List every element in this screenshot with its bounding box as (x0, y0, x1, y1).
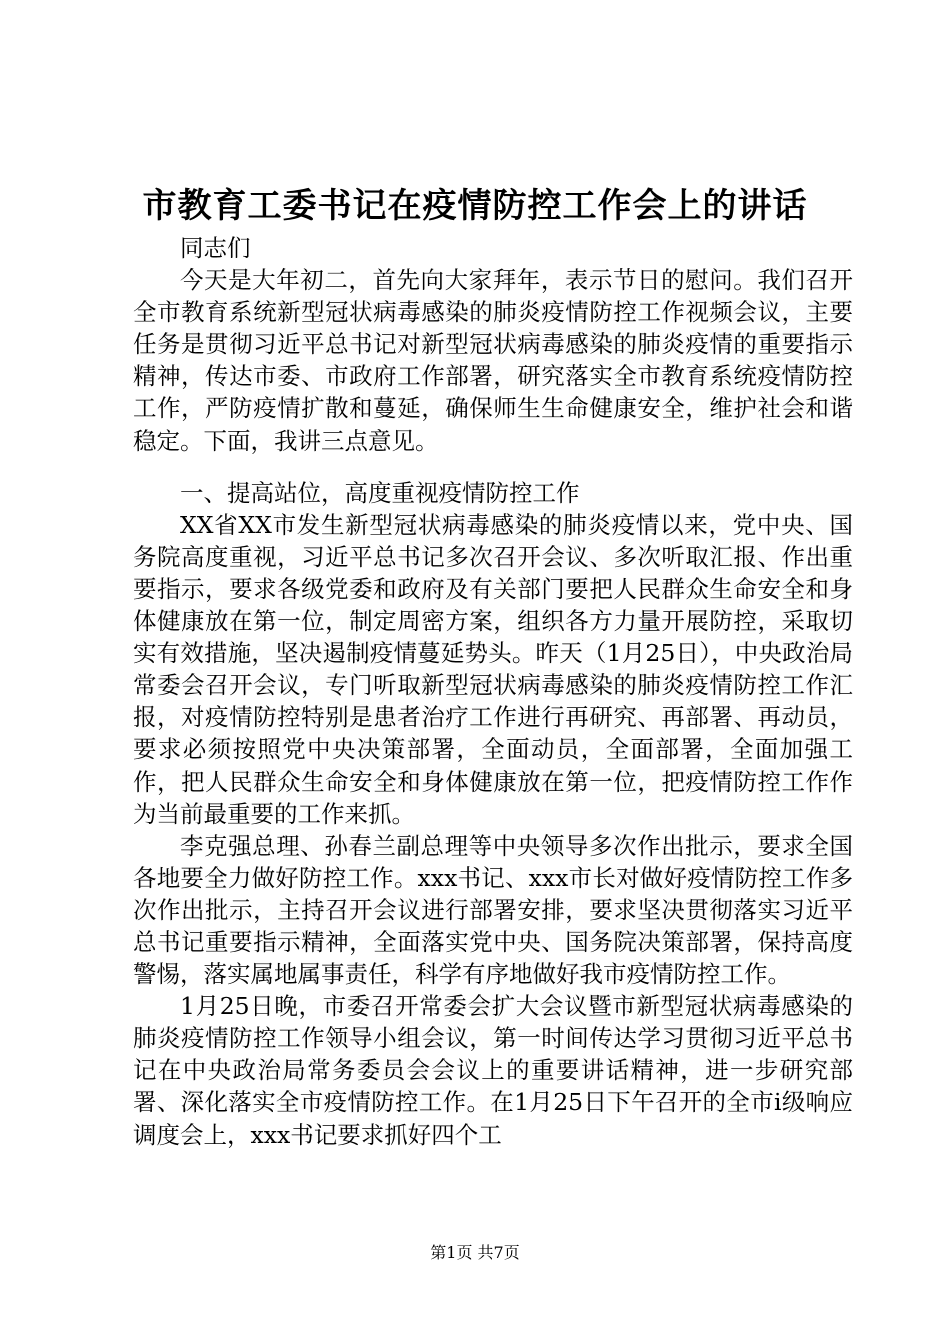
salutation: 同志们 (180, 234, 251, 262)
body-paragraph-1: XX省XX市发生新型冠状病毒感染的肺炎疫情以来，党中央、国务院高度重视，习近平总书记多次召开会议、多次听取汇报、作出重要指示，要求各级党委和政府及有关部门要把人民群众生命安全和身体健康放在第一位，制定周密方案，组织各方力量开展防控，采取切实有效措施，坚决遏制疫情蔓延势头。昨天（1月25日），中央政治局常委会召开会议，专门听取新型冠状病毒感染的肺炎疫情防控工作汇报，对疫情防控特别是患者治疗工作进行再研究、再部署、再动员，要求必须按照党中央决策部署，全面动员，全面部署，全面加强工作，把人民群众生命安全和身体健康放在第一位，把疫情防控工作作为当前最重要的工作来抓。 (133, 510, 853, 828)
body-paragraph-3: 1月25日晚，市委召开常委会扩大会议暨市新型冠状病毒感染的肺炎疫情防控工作领导小组会议，第一时间传达学习贯彻习近平总书记在中央政治局常务委员会会议上的重要讲话精神，进一步研究部署、深化落实全市疫情防控工作。在1月25日下午召开的全市ⅰ级响应调度会上，xxx书记要求抓好四个工 (133, 992, 853, 1149)
document-title: 市教育工委书记在疫情防控工作会上的讲话 (142, 186, 808, 226)
body-paragraph-2: 李克强总理、孙春兰副总理等中央领导多次作出批示，要求全国各地要全力做好防控工作。xxx书记、xxx市长对做好疫情防控工作多次作出批示，主持召开会议进行部署安排，要求坚决贯彻落实习近平总书记重要指示精神，全面落实党中央、国务院决策部署，保持高度警惕，落实属地属事责任，科学有序地做好我市疫情防控工作。 (133, 831, 853, 989)
section-heading-1: 一、提高站位，高度重视疫情防控工作 (180, 478, 580, 507)
page-number-footer: 第1页 共7页 (430, 1243, 520, 1262)
document-body (133, 232, 853, 1151)
intro-paragraph: 今天是大年初二，首先向大家拜年，表示节日的慰问。我们召开全市教育系统新型冠状病毒感染的肺炎疫情防控工作视频会议，主要任务是贯彻习近平总书记对新型冠状病毒感染的肺炎疫情的重要指示精神，传达市委、市政府工作部署，研究落实全市教育系统疫情防控工作，严防疫情扩散和蔓延，确保师生生命健康安全，维护社会和谐稳定。下面，我讲三点意见。 (133, 266, 853, 455)
